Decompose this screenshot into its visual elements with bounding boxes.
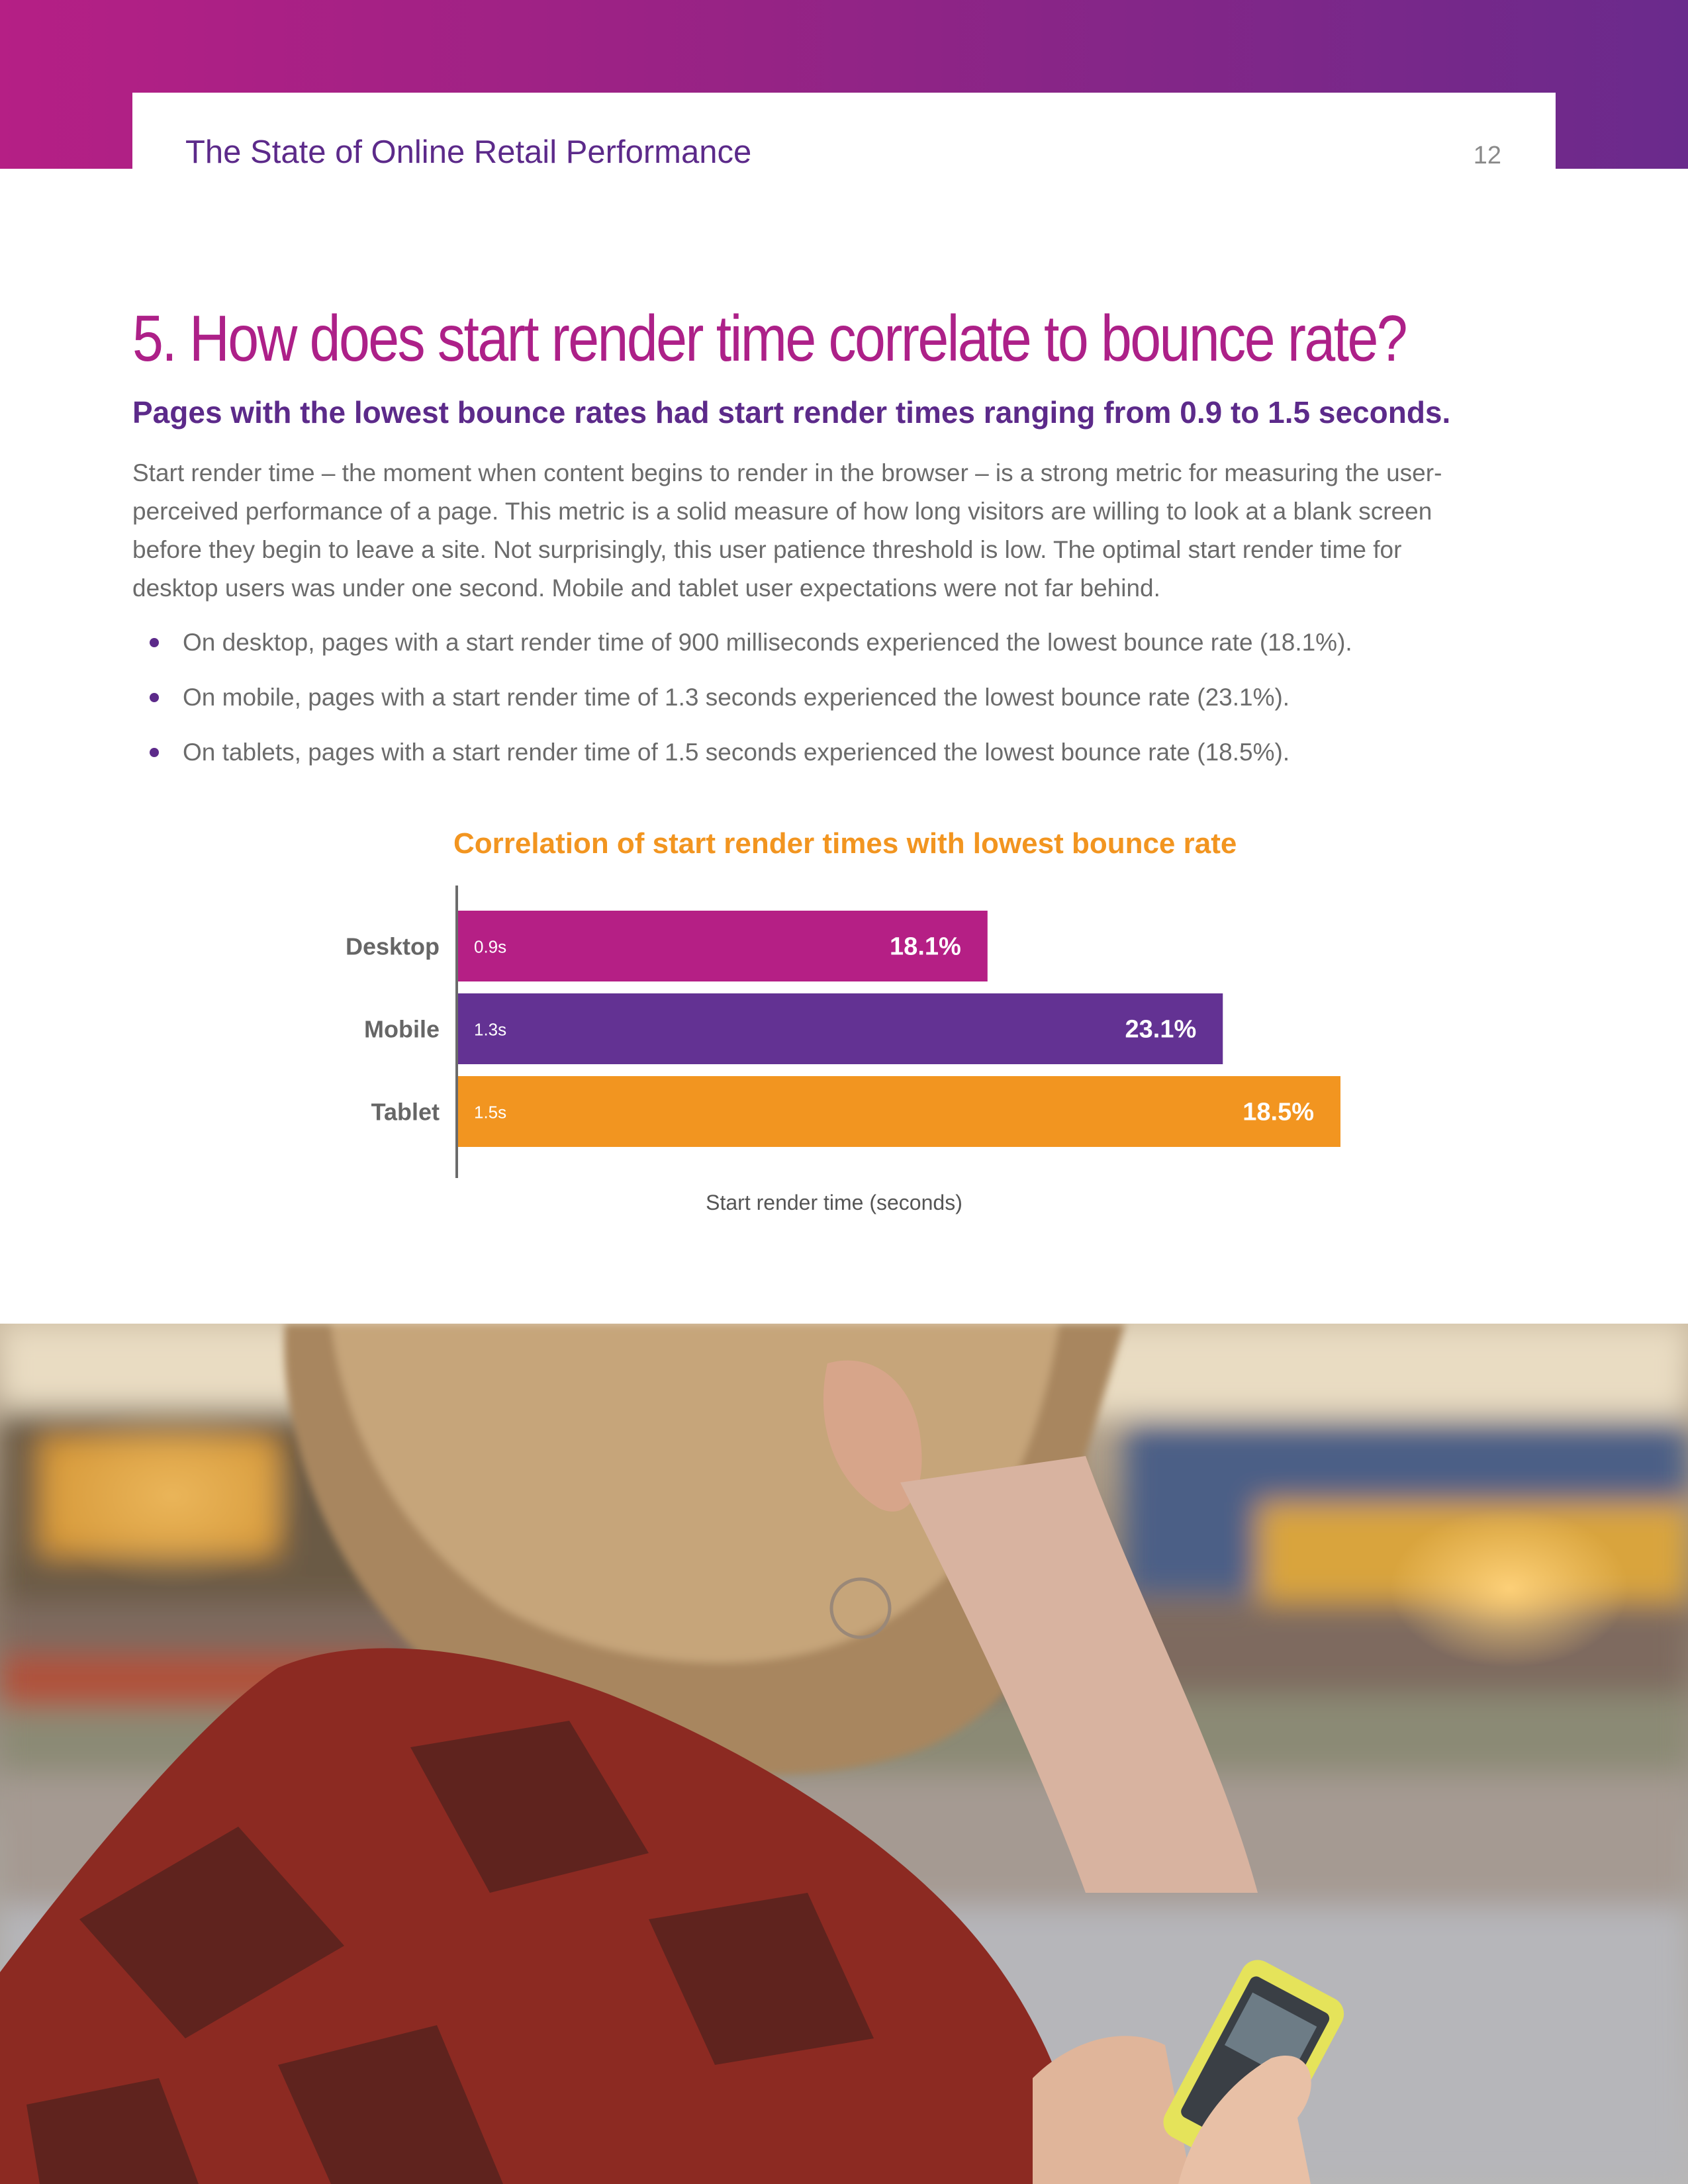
hero-photo (0, 1324, 1688, 2184)
bar-chart (0, 874, 1688, 1231)
bounce-rate-label-mobile: 23.1% (1125, 1015, 1197, 1044)
finding-text: On desktop, pages with a start render time of 900 milliseconds experienced the lowest bounce rate (18.1%). (183, 629, 1352, 656)
bullet-icon (150, 638, 159, 647)
chart-title: Correlation of start render times with lowest bounce rate (453, 827, 1237, 860)
finding-tablet (132, 735, 1556, 790)
finding-text: On tablets, pages with a start render time of 1.5 seconds experienced the lowest bounce rate (18.5%). (183, 739, 1290, 766)
value-label-desktop: 0.9s (474, 936, 507, 957)
finding-desktop (132, 625, 1556, 680)
photo-woman-with-phone (0, 1324, 1688, 2184)
value-label-mobile: 1.3s (474, 1019, 507, 1040)
document-title: The State of Online Retail Performance (185, 134, 752, 170)
bounce-rate-label-desktop: 18.1% (890, 933, 961, 961)
section-heading: 5. How does start render time correlate to bounce rate? (132, 302, 1407, 375)
x-axis-label: Start render time (seconds) (706, 1191, 962, 1214)
value-label-tablet: 1.5s (474, 1102, 507, 1122)
finding-text: On mobile, pages with a start render time of 1.3 seconds experienced the lowest bounce rate (23.1%). (183, 684, 1290, 711)
bars-layer (346, 911, 1340, 1147)
category-label-mobile: Mobile (364, 1015, 440, 1043)
bar-tablet (458, 1076, 1340, 1147)
page-number: 12 (1473, 142, 1501, 169)
findings-list (132, 625, 1556, 790)
section-subheading: Pages with the lowest bounce rates had start render times ranging from 0.9 to 1.5 seconds. (132, 395, 1451, 430)
bounce-rate-label-tablet: 18.5% (1243, 1098, 1314, 1126)
bullet-icon (150, 748, 159, 757)
intro-paragraph: Start render time – the moment when content begins to render in the browser – is a strong metric for measuring the user-perceived performance of a page. This metric is a solid measure of how long visitors are willing to look at a blank screen before they begin to leave a site. Not surprisingly, this user patience threshold is low. The optimal start render time for desktop users was under one second. Mobile and tablet user expectations were not far behind. (132, 459, 1442, 602)
finding-mobile (132, 680, 1556, 735)
category-label-desktop: Desktop (345, 933, 440, 960)
bullet-icon (150, 693, 159, 702)
bar-mobile (458, 993, 1223, 1064)
category-label-tablet: Tablet (371, 1098, 440, 1126)
